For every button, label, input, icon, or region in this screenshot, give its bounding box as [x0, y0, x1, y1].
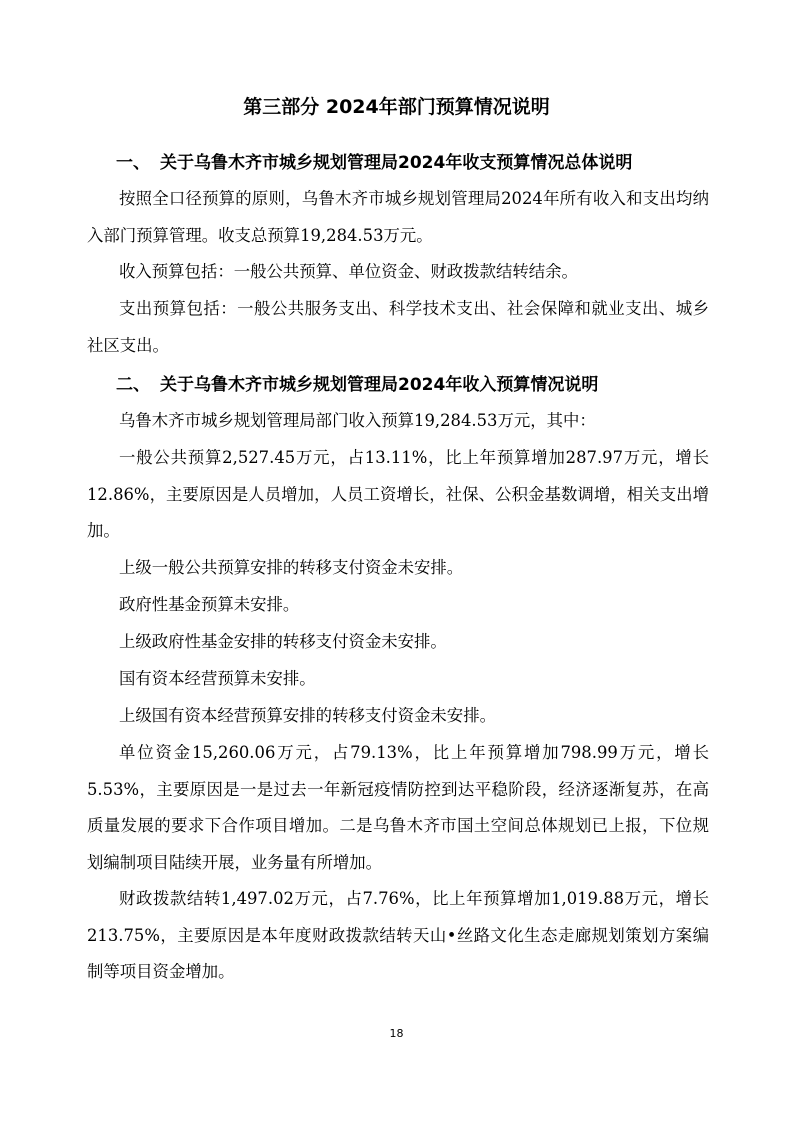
paragraph: 国有资本经营预算未安排。: [119, 669, 316, 688]
page-title: 第三部分 2024年部门预算情况说明: [243, 96, 550, 118]
paragraph: 财政拨款结转1,497.02万元，占7.76%，比上年预算增加1,019.88万元，增长213.75%，主要原因是本年度财政拨款结转天山•丝路文化生态走廊规划策划方案编制等项目资金增加。: [87, 889, 709, 981]
paragraph: 上级国有资本经营预算安排的转移支付资金未安排。: [119, 706, 496, 725]
paragraph: 乌鲁木齐市城乡规划管理局部门收入预算19,284.53万元，其中：: [119, 411, 596, 430]
paragraph: 按照全口径预算的原则，乌鲁木齐市城乡规划管理局2024年所有收入和支出均纳入部门预算管理。收支总预算19,284.53万元。: [87, 189, 709, 245]
section-1-title: 关于乌鲁木齐市城乡规划管理局2024年收支预算情况总体说明: [160, 153, 633, 173]
paragraph: 上级一般公共预算安排的转移支付资金未安排。: [119, 558, 464, 577]
paragraph: 政府性基金预算未安排。: [119, 595, 300, 614]
section-1-number: 一、: [116, 153, 150, 173]
section-2-number: 二、: [116, 375, 150, 395]
paragraph: 单位资金15,260.06万元，占79.13%，比上年预算增加798.99万元，增长5.53%，主要原因是一是过去一年新冠疫情防控到达平稳阶段，经济逐渐复苏，在高质量发展的要求下合作项目增加。二是乌鲁木齐市国土空间总体规划已上报，下位规划编制项目陆续开展，业务量有所增加。: [87, 743, 709, 872]
paragraph: 上级政府性基金安排的转移支付资金未安排。: [119, 632, 447, 651]
section-2-title: 关于乌鲁木齐市城乡规划管理局2024年收入预算情况说明: [160, 375, 599, 395]
paragraph: 收入预算包括：一般公共预算、单位资金、财政拨款结转结余。: [119, 262, 578, 281]
section-1-heading: [116, 151, 716, 175]
paragraph: 支出预算包括：一般公共服务支出、科学技术支出、社会保障和就业支出、城乡社区支出。: [87, 299, 709, 355]
section-2-heading: [116, 373, 716, 397]
paragraph: 一般公共预算2,527.45万元，占13.11%，比上年预算增加287.97万元，增长12.86%，主要原因是人员增加，人员工资增长，社保、公积金基数调增，相关支出增加。: [87, 448, 709, 540]
page-number: 18: [389, 1027, 404, 1040]
